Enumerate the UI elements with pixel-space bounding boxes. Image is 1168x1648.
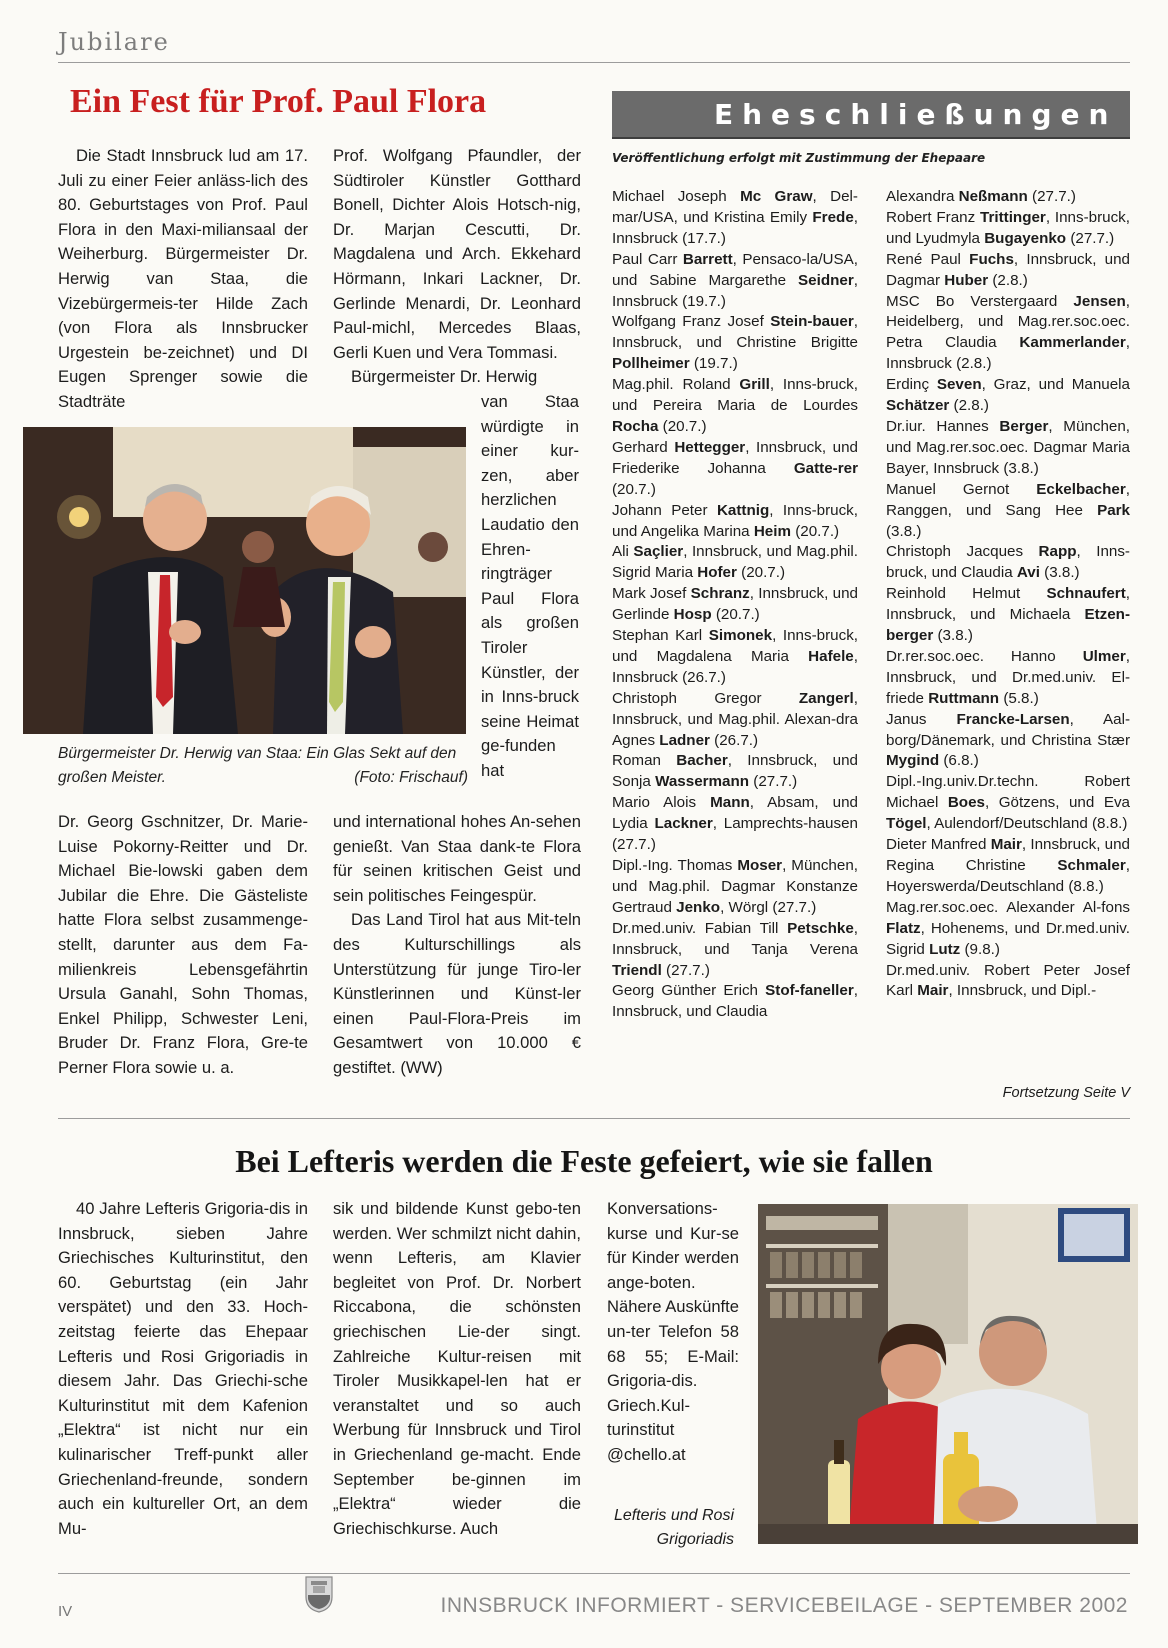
article2-col2-text: sik und bildende Kunst gebo-ten werden. Wer schmilzt nicht dahin, wenn Lefteris, am Klavier begleitet von Prof. Dr. Norbert Riccabona, die schönsten griechischen Lie-der singt. Zahlreiche Kultur-reisen mit Tiroler Musikkapel-len hat er veranstaltet und so auch Werbung für Innsbruck und Tirol in Griechenland ge-macht. Ende September be-ginnen im „Elektra“ wieder die Griechischkurse. Auch [333,1199,581,1538]
marriage-entry: Georg Günther Erich Stof-faneller, Innsbruck, und Claudia [612,982,858,1021]
marriages-banner: Eheschließungen [612,91,1130,139]
flora-photo-credit: (Foto: Frischauf) [354,769,468,786]
marriage-entry: Alexandra Neßmann (27.7.) [886,188,1076,205]
article1-col1-bottom [58,810,308,1081]
innsbruck-crest-icon [304,1575,334,1613]
marriage-entry: Dipl.-Ing.univ.Dr.techn. Robert Michael Boes, Götzens, und Eva Tögel, Aulendorf/Deutschland (8.8.) [886,773,1130,833]
lefteris-photo-caption: Lefteris und Rosi Grigoriadis [613,1507,734,1548]
marriage-entry: Dr.med.univ. Fabian Till Petschke, Innsbruck, und Tanja Verena Triendl (27.7.) [612,919,858,979]
flora-party-photo [23,427,466,734]
article2-col3-text: Konversations-kurse und Kur-se für Kinder werden ange-boten. Nähere Auskünfte un-ter Telefon 58 68 55; E-Mail: Grigoria-dis. Griech.Kul-turinstitut @chello.at [607,1199,739,1464]
marriage-entry: Christoph Jacques Rapp, Inns-bruck, und Claudia Avi (3.8.) [886,543,1130,582]
publication-footer: INNSBRUCK INFORMIERT - SERVICEBEILAGE - SEPTEMBER 2002 [440,1594,1128,1617]
article1-narrow-col [481,390,579,784]
header-rule [58,62,1130,63]
article1-col2-top-p1: Prof. Wolfgang Pfaundler, der Südtiroler Künstler Gotthard Bonell, Dichter Alois Hotsch-nig, Dr. Marjan Cescutti, Dr. Magdalena und Arch. Ekkehard Hörmann, Inkari Lackner, Dr. Gerlinde Menardi, Dr. Leonhard Paul-michl, Mercedes Blaas, Gerli Kuen und Vera Tommasi. [333,146,581,362]
article2-col1 [58,1197,308,1541]
marriages-continued: Fortsetzung Seite V [1002,1085,1130,1101]
marriage-entry: MSC Bo Verstergaard Jensen, Heidelberg, und Mag.rer.soc.oec. Petra Claudia Kammerlander, Innsbruck (2.8.) [886,292,1130,373]
marriage-entry: Dieter Manfred Mair, Innsbruck, und Regina Christine Schmaler, Hoyerswerda/Deutschland (8.8.) [886,836,1130,895]
article1-col1-top [58,144,308,415]
section-divider [58,1118,1130,1119]
article-title-lefteris: Bei Lefteris werden die Feste gefeiert, wie sie fallen [235,1143,933,1179]
flora-photo-caption-text: Bürgermeister Dr. Herwig van Staa: Ein Glas Sekt auf den großen Meister. [58,745,457,786]
article1-col2-top-p2: Bürgermeister Dr. Herwig [351,367,538,387]
marriage-entry: Ali Saçlier, Innsbruck, und Mag.phil. Sigrid Maria Hofer (20.7.) [612,543,858,582]
article1-col2-bottom-p2: Das Land Tirol hat aus Mit-teln des Kulturschillings als Unterstützung für junge Tiro-ler Künstlerinnen und Künst-ler einen Paul-Flora-Preis im Gesamtwert von 10.000 € gestiftet. (WW) [333,910,581,1077]
marriage-entry: Janus Francke-Larsen, Aal-borg/Dänemark, und Christina Stær Mygind (6.8.) [886,710,1131,770]
marriage-entry: Mag.phil. Roland Grill, Inns-bruck, und Pereira Maria de Lourdes Rocha (20.7.) [612,376,858,435]
marriage-entry: Christoph Gregor Zangerl, Innsbruck, und Mag.phil. Alexan-dra Agnes Ladner (26.7.) [612,689,858,749]
section-label: Jubilare [58,28,170,56]
marriage-entry: Johann Peter Kattnig, Inns-bruck, und Angelika Marina Heim (20.7.) [612,501,858,540]
marriage-entry: Dr.iur. Hannes Berger, München, und Mag.rer.soc.oec. Dagmar Maria Bayer, Innsbruck (3.8.) [886,417,1131,477]
marriage-entry: Roman Bacher, Innsbruck, und Sonja Wassermann (27.7.) [612,752,858,791]
flora-party-photo-art [23,427,466,734]
marriage-entry: Stephan Karl Simonek, Inns-bruck, und Magdalena Maria Hafele, Innsbruck (26.7.) [612,627,859,686]
marriage-entry: Gerhard Hettegger, Innsbruck, und Friederike Johanna Gatte-rer (20.7.) [612,438,858,498]
article2-col2 [333,1197,581,1541]
article1-col2-bottom [333,810,581,1081]
article-title-flora: Ein Fest für Prof. Paul Flora [70,83,487,120]
marriage-entry: Mag.rer.soc.oec. Alexander Al-fons Flatz, Hohenems, und Dr.med.univ. Sigrid Lutz (9.8.) [886,898,1130,958]
marriage-entry: Mario Alois Mann, Absam, und Lydia Lackner, Lamprechts-hausen (27.7.) [612,794,858,854]
article1-col1-bottom-text: Dr. Georg Gschnitzer, Dr. Marie-Luise Pokorny-Reitter und Dr. Michael Bie-lowski gaben dem Jubilar die Ehre. Die Gästeliste hatte Flora selbst zusammenge-stellt, darunter aus dem Fa-milienkreis Lebensgefährtin Ursula Ganahl, Sohn Thomas, Enkel Philipp, Schwester Leni, Bruder Dr. Franz Flora, Gre-te Perner Flora sowie u. a. [58,812,308,1077]
marriage-entry: Dr.med.univ. Robert Peter Josef Karl Mair, Innsbruck, und Dipl.- [886,961,1130,1000]
marriage-entry: Mark Josef Schranz, Innsbruck, und Gerlinde Hosp (20.7.) [612,585,858,624]
marriage-entry: René Paul Fuchs, Innsbruck, und Dagmar Huber (2.8.) [886,250,1130,289]
marriage-entry: Erdinç Seven, Graz, und Manuela Schätzer (2.8.) [886,376,1130,415]
page-number: IV [58,1603,73,1620]
marriage-entry: Dipl.-Ing. Thomas Moser, München, und Mag.phil. Dagmar Konstanze Gertraud Jenko, Wörgl (27.7.) [612,857,858,916]
marriage-entry: Dr.rer.soc.oec. Hanno Ulmer, Innsbruck, und Dr.med.univ. El-friede Ruttmann (5.8.) [886,647,1130,707]
article2-col3 [607,1197,739,1468]
marriages-consent-note: Veröffentlichung erfolgt mit Zustimmung der Ehepaare [612,151,986,165]
marriage-entry: Reinhold Helmut Schnaufert, Innsbruck, und Michaela Etzen-berger (3.8.) [886,585,1130,645]
marriages-col1 [612,187,858,1023]
lefteris-photo-art [758,1204,1138,1544]
marriage-entry: Wolfgang Franz Josef Stein-bauer, Innsbruck, und Christine Brigitte Pollheimer (19.7.) [612,313,858,373]
lefteris-photo [758,1204,1138,1544]
marriage-entry: Michael Joseph Mc Graw, Del-mar/USA, und Kristina Emily Frede, Innsbruck (17.7.) [612,188,858,247]
marriages-col2 [886,187,1130,1002]
article1-col2-top [333,144,581,390]
footer-rule [58,1573,1130,1574]
article1-col2-bottom-p1: und international hohes An-sehen genießt. Van Staa dank-te Flora für seinen kritischen Geist und sein politisches Feingespür. [333,812,581,905]
article2-col1-text: 40 Jahre Lefteris Grigoria-dis in Innsbruck, sieben Jahre Griechisches Kulturinstitut, den 60. Geburtstag (ein Jahr verspätet) und den 33. Hoch-zeitstag feierte das Ehepaar Lefteris und Rosi Grigoriadis in diesem Jahr. Das Griechi-sche Kulturinstitut mit dem Kafenion „Elektra“ ist nicht nur ein kulinarischer Treff-punkt aller Griechenland-freunde, sondern auch ein kultureller Ort, an dem Mu- [58,1199,308,1538]
article1-narrow-text: van Staa würdigte in einer kur-zen, aber herzlichen Laudatio den Ehren-ringträger Paul Flora als großen Tiroler Künstler, der in Inns-bruck seine Heimat ge-funden hat [481,392,579,780]
marriage-entry: Paul Carr Barrett, Pensaco-la/USA, und Sabine Margarethe Seidner, Innsbruck (19.7.) [612,250,858,310]
marriage-entry: Robert Franz Trittinger, Inns-bruck, und Lyudmyla Bugayenko (27.7.) [886,208,1130,247]
article1-col1-top-text: Die Stadt Innsbruck lud am 17. Juli zu einer Feier anläss-lich des 80. Geburtstages von Prof. Paul Flora in den Maxi-miliansaal der Weiherburg. Bürgermeister Dr. Herwig van Staa, die Vizebürgermeis-ter Hilde Zach (von Flora als Innsbrucker Urgestein be-zeichnet) und DI Eugen Sprenger sowie die Stadträte [58,146,308,411]
marriage-entry: Manuel Gernot Eckelbacher, Ranggen, und Sang Hee Park (3.8.) [886,480,1130,540]
